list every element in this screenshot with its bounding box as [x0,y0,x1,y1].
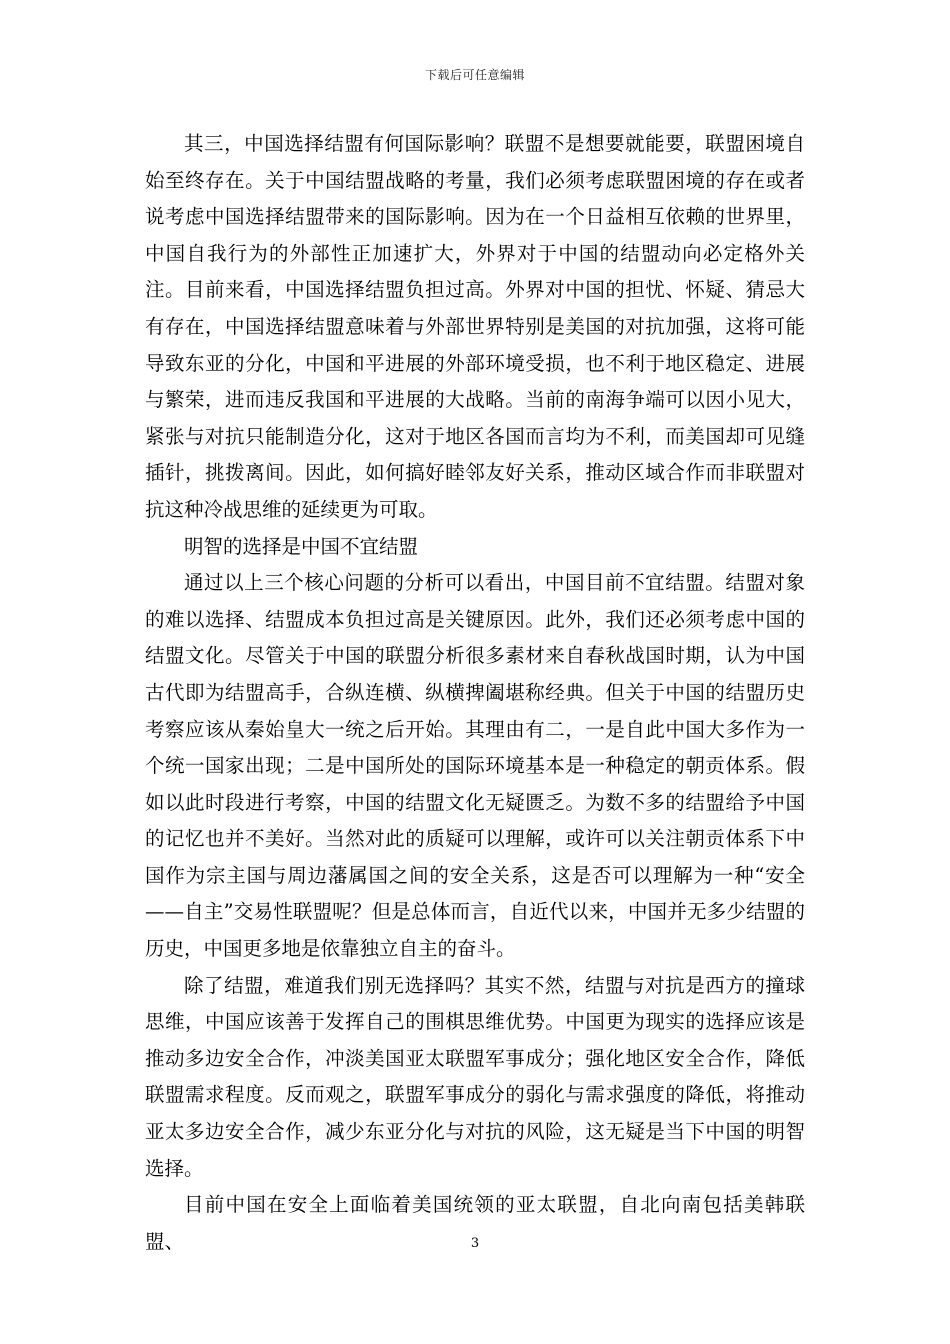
paragraph-alternative-choice: 除了结盟，难道我们别无选择吗？其实不然，结盟与对抗是西方的撞球思维，中国应该善于发挥自己的围棋思维优势。中国更为现实的选择应该是推动多边安全合作，冲淡美国亚太联盟军事成分；强化地区安全合作，降低联盟需求程度。反而观之，联盟军事成分的弱化与需求强度的降低，将推动亚太多边安全合作，减少东亚分化与对抗的风险，这无疑是当下中国的明智选择。 [145,973,805,1180]
page-header: 下载后可任意编辑 [424,68,525,82]
paragraph-alliance-culture: 通过以上三个核心问题的分析可以看出，中国目前不宜结盟。结盟对象的难以选择、结盟成本负担过高是关键原因。此外，我们还必须考虑中国的结盟文化。尽管关于中国的联盟分析很多素材来自春秋战国时期，认为中国古代即为结盟高手，合纵连横、纵横捭阖堪称经典。但关于中国的结盟历史考察应该从秦始皇大一统之后开始。其理由有二，一是自此中国大多作为一个统一国家出现；二是中国所处的国际环境基本是一种稳定的朝贡体系。假如以此时段进行考察，中国的结盟文化无疑匮乏。为数不多的结盟给予中国的记忆也并不美好。当然对此的质疑可以理解，或许可以关注朝贡体系下中国作为宗主国与周边藩属国之间的安全关系，这是否可以理解为一种“安全——自主”交易性联盟呢？但是总体而言，自近代以来，中国并无多少结盟的历史，中国更多地是依靠独立自主的奋斗。 [145,571,805,961]
section-subheading: 明智的选择是中国不宜结盟 [184,534,419,558]
paragraph-us-alliance: 目前中国在安全上面临着美国统领的亚太联盟，自北向南包括美韩联盟、 [145,1193,805,1253]
paragraph-international-impact: 其三，中国选择结盟有何国际影响？联盟不是想要就能要，联盟困境自始至终存在。关于中国结盟战略的考量，我们必须考虑联盟困境的存在或者说考虑中国选择结盟带来的国际影响。因为在一个日益相互依赖的世界里，中国自我行为的外部性正加速扩大，外界对于中国的结盟动向必定格外关注。目前来看，中国选择结盟负担过高。外界对中国的担忧、怀疑、猜忌大有存在，中国选择结盟意味着与外部世界特别是美国的对抗加强，这将可能导致东亚的分化，中国和平进展的外部环境受损，也不利于地区稳定、进展与繁荣，进而违反我国和平进展的大战略。当前的南海争端可以因小见大，紧张与对抗只能制造分化，这对于地区各国而言均为不利，而美国却可见缝插针，挑拨离间。因此，如何搞好睦邻友好关系，推动区域合作而非联盟对抗这种冷战思维的延续更为可取。 [145,132,805,521]
page-number: 3 [470,1236,480,1251]
document-body [145,126,805,1260]
